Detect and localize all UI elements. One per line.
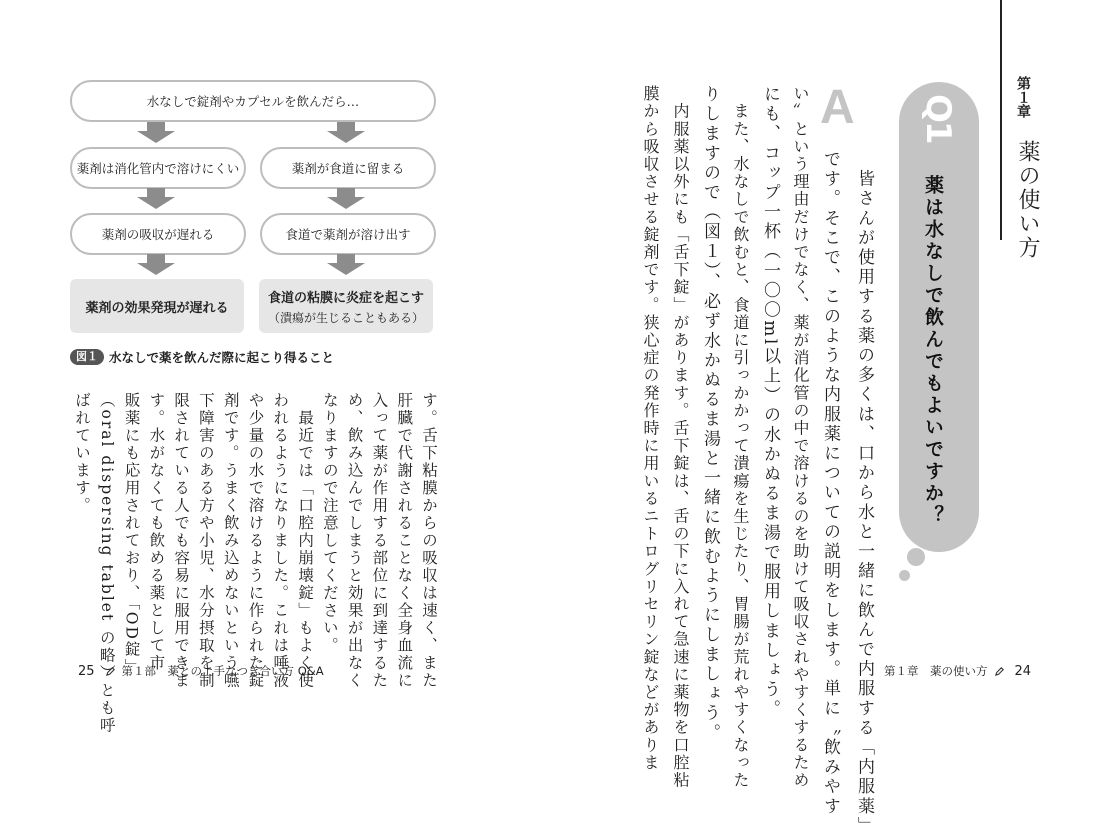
body-column: や少量の水で溶けるように作られた錠 — [246, 392, 265, 690]
body-column: め、飲み込んでしまうと効果が出なく — [345, 392, 364, 690]
flow-right-box-1 — [260, 147, 436, 189]
body-column: い〟という理由だけでなく、薬が消化管の中で溶けるのを助けて吸収されやすくするため — [791, 85, 810, 789]
flow-right-label-2: 食道で薬剤が溶け出す — [285, 227, 411, 242]
body-column: 下障害のある方や小児、水分摂取を制 — [196, 392, 215, 690]
flow-top-label: 水なしで錠剤やカプセルを飲んだら… — [146, 94, 360, 109]
pencil-icon — [105, 666, 116, 677]
footer-left — [78, 663, 324, 679]
body-column: 販薬にも応用されており、「OD錠」 — [122, 392, 141, 676]
flow-right-result-note: （潰瘍が生じることもある） — [267, 310, 424, 325]
flow-right-box-2 — [260, 213, 436, 255]
body-column: 内服薬以外にも「舌下錠」があります。舌下錠は、舌の下に入れて急速に薬物を口腔粘 — [671, 85, 690, 789]
chapter-label: 第１章 — [1015, 76, 1031, 118]
body-column: なりますので注意してください。 — [320, 392, 339, 655]
body-column: われるようになりました。これは唾液 — [271, 392, 290, 690]
flow-left-result-label: 薬剤の効果発現が遅れる — [85, 300, 229, 316]
body-column: 最近では「口腔内崩壊錠」もよく使 — [296, 392, 315, 690]
body-column: 入って薬が作用する部位に到達するた — [370, 392, 389, 690]
page-number: 24 — [1014, 663, 1032, 679]
page-number: 25 — [78, 663, 95, 679]
body-column: ばれています。 — [73, 392, 91, 515]
body-column: にも、コップ一杯（一〇〇ml以上）の水かぬるま湯で服用しましょう。 — [760, 85, 780, 720]
flow-left-label-1: 薬剤は消化管内で溶けにくい — [76, 161, 240, 176]
flow-right-result-box — [259, 279, 433, 333]
body-column: 剤です。うまく飲み込めないという嚥 — [221, 392, 240, 690]
body-column: また、水なしで飲むと、食道に引っかかって潰瘍を生じたり、胃腸が荒れやすくなった — [731, 85, 750, 789]
body-column: りしますので（図１）、必ず水かぬるま湯と一緒に飲むようにしましょう。 — [700, 85, 720, 743]
flow-top-box — [70, 80, 436, 122]
body-column: （oral dispersing tablet の略）とも呼 — [97, 392, 116, 735]
flow-left-label-2: 薬剤の吸収が遅れる — [101, 227, 215, 242]
body-column: 肝臓で代謝されることなく全身血流に — [395, 392, 414, 690]
question-title: 薬は水なしで飲んでもよいですか？ — [922, 175, 944, 527]
figure-badge: 図１ — [70, 349, 104, 365]
footer-right-text: 第１章 薬の使い方 — [884, 664, 988, 678]
bubble-dot-small — [899, 570, 910, 581]
body-column: す。舌下粘膜からの吸収は速く、また — [420, 392, 438, 690]
footer-right — [884, 663, 1031, 679]
body-column: 膜から吸収させる錠剤です。狭心症の発作時に用いるニトログリセリン錠などがありま — [641, 85, 660, 772]
body-column: す。水がなくても飲める薬として市 — [147, 392, 166, 672]
flow-left-result-box — [70, 279, 244, 333]
footer-left-text: 第１部 薬との上手なつき合い方 Q&A — [121, 664, 324, 678]
pencil-icon — [994, 666, 1005, 677]
flow-left-box-1 — [70, 147, 246, 189]
flow-right-result-label: 食道の粘膜に炎症を起こす — [267, 290, 424, 306]
chapter-title: 薬の使い方 — [1015, 140, 1040, 260]
answer-label: A — [820, 81, 855, 134]
flow-right-label-1: 薬剤が食道に留まる — [291, 161, 405, 176]
chapter-rule — [1000, 0, 1002, 240]
figure-caption-text: 水なしで薬を飲んだ際に起こり得ること — [109, 350, 335, 365]
body-column: 限されている人でも容易に服用できま — [172, 392, 191, 690]
bubble-dot — [907, 548, 925, 566]
body-column: です。そこで、このような内服薬についての説明をします。単に〝飲みやす — [820, 150, 840, 817]
flow-left-box-2 — [70, 213, 246, 255]
figure-caption — [70, 348, 334, 366]
body-column: 皆さんが使用する薬の多くは、口から水と一緒に飲んで内服する「内服薬」 — [854, 150, 874, 836]
question-label: Q1 — [918, 94, 958, 143]
